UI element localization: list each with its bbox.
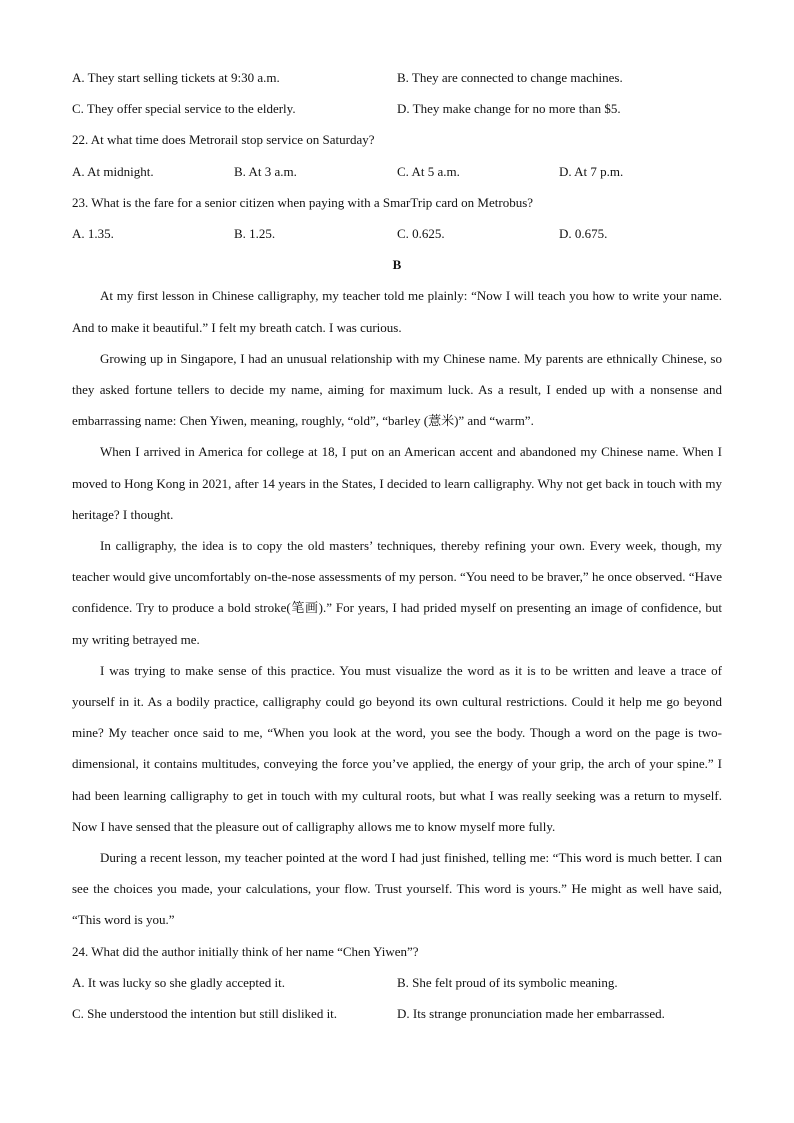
q22-option-d: D. At 7 p.m. (559, 163, 624, 179)
passage-paragraph-4: In calligraphy, the idea is to copy the old masters’ techniques, thereby refining your own. Every week, though, my teacher would give uncomfortably on-the-nose assessments of my person. “You need to be braver,” he once observed. “Have confidence. Try to produce a bold stroke(笔画).” For years, I had prided myself on presenting an image of confidence, but my writing betrayed me. (72, 537, 722, 647)
q24-option-d: D. Its strange pronunciation made her embarrassed. (397, 1005, 665, 1021)
q22-option-a: A. At midnight. (72, 163, 154, 179)
q21-option-b: B. They are connected to change machines. (397, 70, 623, 85)
q21-option-a: A. They start selling tickets at 9:30 a.m. (72, 70, 280, 85)
q23-option-b: B. 1.25. (234, 225, 276, 241)
section-heading: B (392, 257, 402, 273)
q23-option-c: C. 0.625. (397, 225, 445, 241)
exam-page (72, 62, 722, 1029)
q22-option-c: C. At 5 a.m. (397, 163, 460, 179)
q24-option-b: B. She felt proud of its symbolic meaning. (397, 974, 618, 990)
q23-option-a: A. 1.35. (72, 225, 114, 241)
q24-option-c: C. She understood the intention but still disliked it. (72, 1005, 338, 1021)
q22-options (72, 156, 722, 187)
q21-option-c: C. They offer special service to the elderly. (72, 101, 296, 117)
q24-options-row-1 (72, 967, 722, 998)
q21-option-d: D. They make change for no more than $5. (397, 101, 621, 117)
q24-option-a: A. It was lucky so she gladly accepted it. (72, 974, 285, 990)
passage-paragraph-5: I was trying to make sense of this practice. You must visualize the word as it is to be written and leave a trace of yourself in it. As a bodily practice, calligraphy could go beyond its own cultural restrictions. Could it help me go beyond mine? My teacher once said to me, “When you look at the word, you see the body. Though a word on the page is two-dimensional, it contains multitudes, conveying the force you’ve applied, the energy of your grip, the arch of your spine.” I had been learning calligraphy to get in touch with my cultural roots, but what I was really seeking was a return to myself. Now I have sensed that the pleasure out of calligraphy allows me to know myself more fully. (72, 662, 722, 834)
passage-paragraph-2: Growing up in Singapore, I had an unusual relationship with my Chinese name. My parents are ethnically Chinese, so they asked fortune tellers to decide my name, aiming for maximum luck. As a result, I ended up with a nonsense and embarrassing name: Chen Yiwen, meaning, roughly, “old”, “barley (薏米)” and “warm”. (72, 350, 722, 429)
passage-paragraph-1: At my first lesson in Chinese calligraphy, my teacher told me plainly: “Now I will teach you how to write your name. And to make it beautiful.” I felt my breath catch. I was curious. (72, 288, 722, 335)
passage-paragraph-6: During a recent lesson, my teacher pointed at the word I had just finished, telling me: “This word is much better. I can see the choices you made, your calculations, your flow. Trust yourself. This word is yours.” He might as well have said, “This word is you.” (72, 849, 722, 928)
q21-options-row-2 (72, 93, 722, 124)
passage-paragraph-3: When I arrived in America for college at 18, I put on an American accent and abandoned my Chinese name. When I moved to Hong Kong in 2021, after 14 years in the States, I decided to learn calligraphy. Why not get back in touch with my heritage? I thought. (72, 444, 722, 522)
q21-options-row-1 (72, 62, 722, 93)
q22-stem: 22. At what time does Metrorail stop service on Saturday? (72, 132, 375, 148)
q24-options-row-2 (72, 998, 722, 1029)
q24-stem: 24. What did the author initially think of her name “Chen Yiwen”? (72, 943, 419, 959)
q23-stem: 23. What is the fare for a senior citizen when paying with a SmarTrip card on Metrobus? (72, 194, 534, 210)
q23-option-d: D. 0.675. (559, 225, 608, 241)
q23-options (72, 218, 722, 249)
q22-option-b: B. At 3 a.m. (234, 163, 297, 179)
